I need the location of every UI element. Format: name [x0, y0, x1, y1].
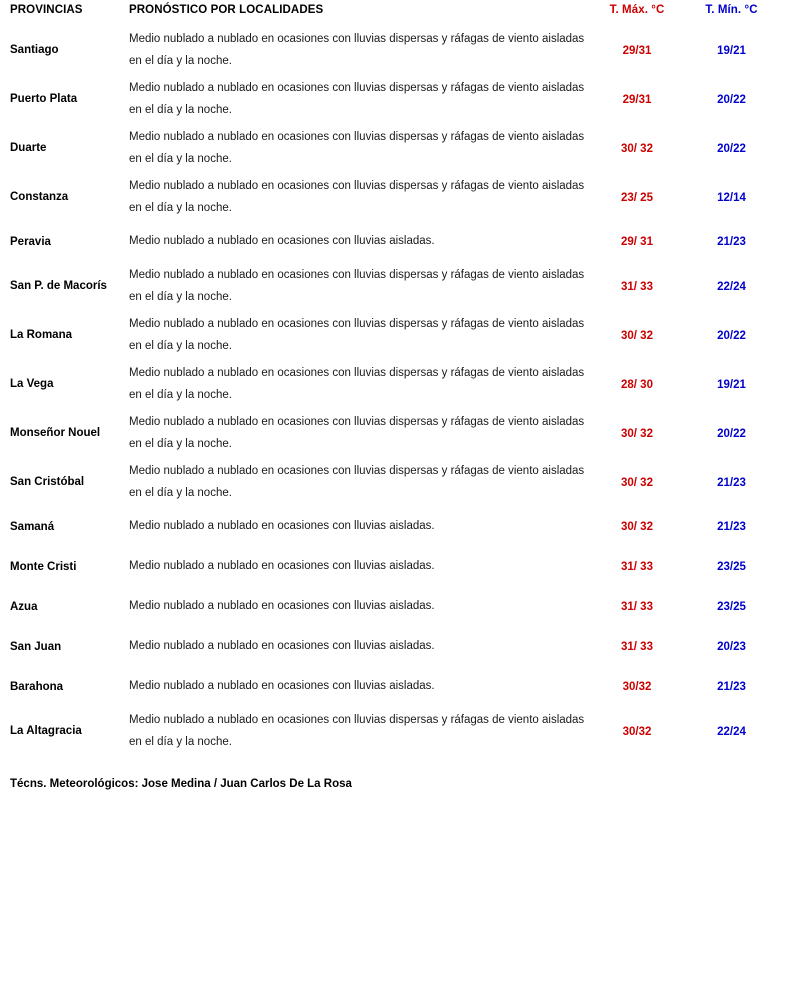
cell-province: Santiago [10, 44, 59, 57]
footer-credits: Técns. Meteorológicos: Jose Medina / Juan Carlos De La Rosa [10, 778, 352, 790]
table-row [8, 409, 787, 458]
table-row [8, 547, 787, 587]
cell-temp-max: 31/ 33 [621, 561, 653, 573]
cell-temp-min: 19/21 [717, 378, 746, 391]
cell-temp-max: 30/32 [622, 681, 652, 693]
cell-forecast: Medio nublado a nublado en ocasiones con lluvias aisladas. [129, 560, 435, 573]
cell-forecast: Medio nublado a nublado en ocasiones con lluvias dispersas y ráfagas de viento aisladas en el día y la noche. [129, 416, 585, 450]
cell-temp-min: 21/23 [717, 681, 746, 693]
cell-temp-max: 30/32 [622, 725, 652, 738]
cell-forecast: Medio nublado a nublado en ocasiones con lluvias dispersas y ráfagas de viento aisladas en el día y la noche. [129, 318, 585, 352]
cell-temp-min: 21/23 [717, 521, 746, 533]
cell-province: Constanza [10, 191, 69, 204]
cell-province: Monte Cristi [10, 560, 77, 573]
column-header-forecast: PRONÓSTICO POR LOCALIDADES [129, 4, 324, 16]
cell-province: Barahona [10, 680, 64, 693]
cell-forecast: Medio nublado a nublado en ocasiones con lluvias aisladas. [129, 600, 435, 613]
table-row [8, 173, 787, 222]
table-row [8, 507, 787, 547]
cell-temp-max: 30/ 32 [621, 329, 653, 342]
cell-forecast: Medio nublado a nublado en ocasiones con lluvias dispersas y ráfagas de viento aisladas en el día y la noche. [129, 269, 585, 303]
cell-temp-min: 21/23 [717, 236, 746, 248]
cell-province: Peravia [10, 235, 51, 248]
cell-temp-max: 30/ 32 [621, 142, 653, 155]
table-row [8, 707, 787, 756]
cell-temp-max: 30/ 32 [621, 521, 653, 533]
table-row [8, 667, 787, 707]
cell-temp-max: 29/ 31 [621, 236, 653, 248]
cell-temp-min: 20/22 [717, 329, 746, 342]
cell-temp-min: 20/22 [717, 427, 746, 440]
table-row [8, 75, 787, 124]
cell-province: San Cristóbal [10, 476, 85, 489]
cell-province: Duarte [10, 142, 47, 155]
cell-temp-max: 30/ 32 [621, 427, 653, 440]
column-header-province: PROVINCIAS [10, 4, 83, 16]
table-row [8, 311, 787, 360]
cell-temp-max: 28/ 30 [621, 378, 653, 391]
table-header [8, 0, 787, 26]
cell-province: Monseñor Nouel [10, 427, 101, 440]
cell-temp-min: 19/21 [717, 44, 746, 57]
cell-forecast: Medio nublado a nublado en ocasiones con lluvias aisladas. [129, 680, 435, 693]
table-row [8, 627, 787, 667]
table-row [8, 458, 787, 507]
cell-temp-max: 23/ 25 [621, 191, 653, 204]
cell-forecast: Medio nublado a nublado en ocasiones con lluvias dispersas y ráfagas de viento aisladas en el día y la noche. [129, 367, 585, 401]
cell-province: Samaná [10, 520, 55, 533]
table-row [8, 222, 787, 262]
cell-temp-max: 31/ 33 [621, 280, 653, 293]
cell-forecast: Medio nublado a nublado en ocasiones con lluvias dispersas y ráfagas de viento aisladas en el día y la noche. [129, 82, 585, 116]
table-row [8, 587, 787, 627]
cell-forecast: Medio nublado a nublado en ocasiones con lluvias aisladas. [129, 640, 435, 653]
cell-forecast: Medio nublado a nublado en ocasiones con lluvias dispersas y ráfagas de viento aisladas en el día y la noche. [129, 180, 585, 214]
cell-temp-max: 29/31 [622, 93, 652, 106]
column-header-tmax: T. Máx. °C [609, 4, 665, 16]
cell-temp-max: 29/31 [622, 44, 652, 57]
table-row [8, 124, 787, 173]
cell-forecast: Medio nublado a nublado en ocasiones con lluvias dispersas y ráfagas de viento aisladas en el día y la noche. [129, 714, 585, 748]
cell-temp-min: 20/23 [717, 641, 746, 653]
cell-temp-min: 20/22 [717, 93, 746, 106]
table-row [8, 360, 787, 409]
cell-temp-min: 23/25 [717, 601, 746, 613]
cell-province: San Juan [10, 640, 62, 653]
column-header-tmin: T. Mín. °C [705, 4, 758, 16]
cell-province: Puerto Plata [10, 93, 78, 106]
cell-forecast: Medio nublado a nublado en ocasiones con lluvias aisladas. [129, 520, 435, 533]
cell-temp-min: 12/14 [717, 191, 746, 204]
cell-temp-min: 22/24 [717, 280, 746, 293]
cell-province: La Romana [10, 329, 72, 342]
table-header-row [8, 0, 787, 26]
cell-temp-max: 31/ 33 [621, 641, 653, 653]
cell-province: San P. de Macorís [10, 280, 107, 293]
cell-temp-max: 31/ 33 [621, 601, 653, 613]
cell-province: Azua [10, 600, 38, 613]
cell-forecast: Medio nublado a nublado en ocasiones con lluvias dispersas y ráfagas de viento aisladas en el día y la noche. [129, 465, 585, 499]
cell-forecast: Medio nublado a nublado en ocasiones con lluvias dispersas y ráfagas de viento aisladas en el día y la noche. [129, 33, 585, 67]
cell-temp-min: 20/22 [717, 142, 746, 155]
cell-forecast: Medio nublado a nublado en ocasiones con lluvias aisladas. [129, 235, 435, 248]
cell-temp-min: 21/23 [717, 476, 746, 489]
table-body [8, 26, 787, 756]
cell-temp-max: 30/ 32 [621, 476, 653, 489]
cell-province: La Vega [10, 378, 54, 391]
table-row [8, 26, 787, 75]
cell-province: La Altagracia [10, 725, 82, 738]
table-row [8, 262, 787, 311]
forecast-table [8, 0, 787, 756]
cell-temp-min: 23/25 [717, 561, 746, 573]
cell-temp-min: 22/24 [717, 725, 746, 738]
cell-forecast: Medio nublado a nublado en ocasiones con lluvias dispersas y ráfagas de viento aisladas en el día y la noche. [129, 131, 585, 165]
